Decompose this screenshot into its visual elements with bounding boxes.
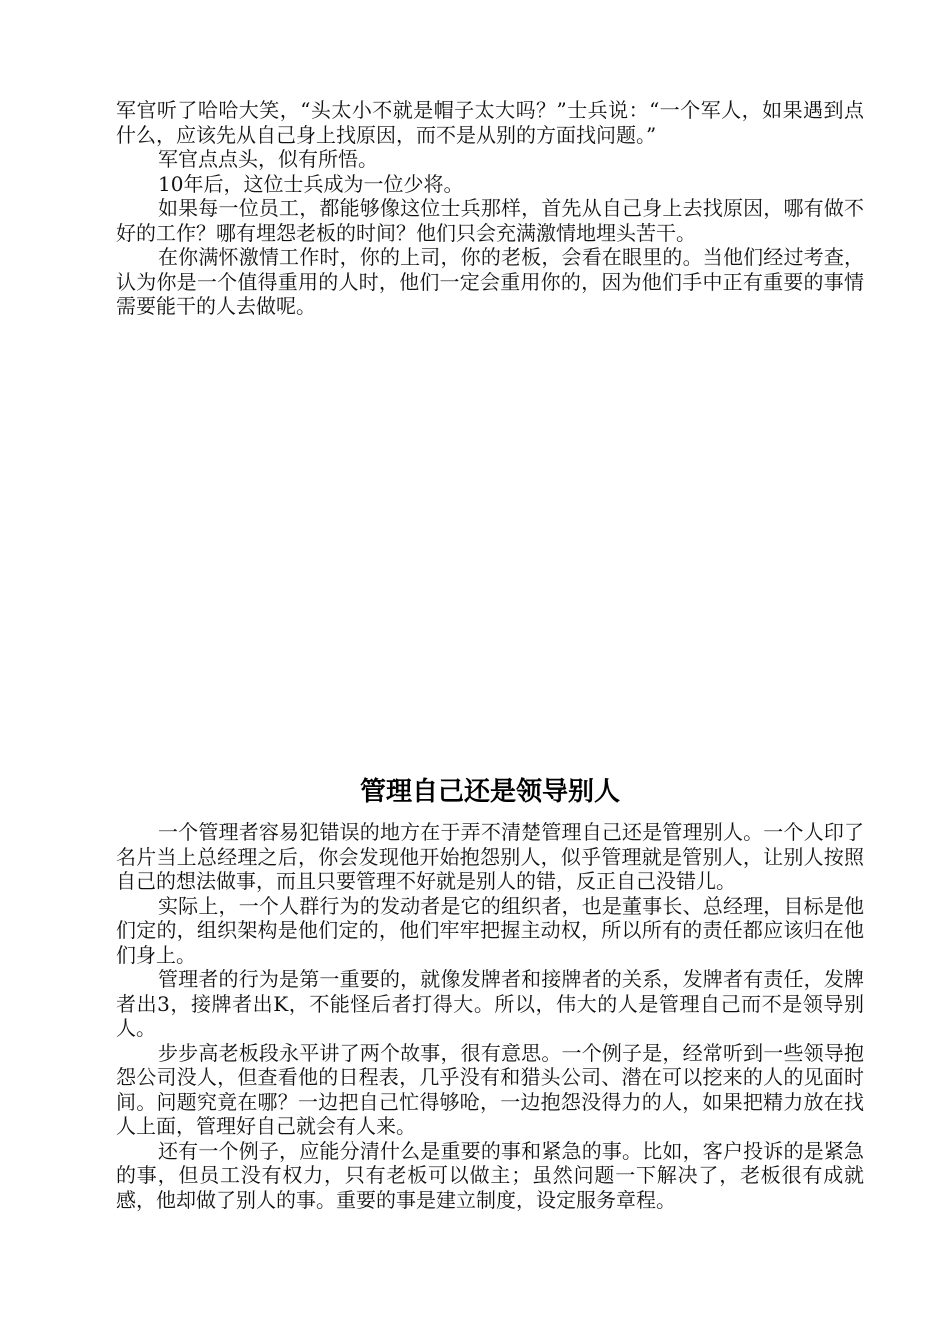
article-paragraph: 一个管理者容易犯错误的地方在于弄不清楚管理自己还是管理别人。一个人印了名片当上总经理之后，你会发现他开始抱怨别人，似乎管理就是管别人，让别人按照自己的想法做事，而且只要管理不好就是别人的错，反正自己没错儿。 — [116, 820, 864, 893]
article-body — [116, 820, 864, 1212]
story-paragraph: 在你满怀激情工作时，你的上司，你的老板，会看在眼里的。当他们经过考查，认为你是一个值得重用的人时，他们一定会重用你的，因为他们手中正有重要的事情需要能干的人去做呢。 — [116, 245, 864, 318]
story-paragraph: 10年后，这位士兵成为一位少将。 — [158, 171, 464, 196]
article-paragraph: 实际上，一个人群行为的发动者是它的组织者，也是董事长、总经理，目标是他们定的，组织架构是他们定的，他们牢牢把握主动权，所以所有的责任都应该归在他们身上。 — [116, 893, 864, 967]
article-paragraph: 还有一个例子，应能分清什么是重要的事和紧急的事。比如，客户投诉的是紧急的事，但员工没有权力，只有老板可以做主；虽然问题一下解决了，老板很有成就感，他却做了别人的事。重要的事是建立制度，设定服务章程。 — [116, 1138, 864, 1212]
story-paragraph: 军官听了哈哈大笑，“头太小不就是帽子太大吗？”士兵说：“一个军人，如果遇到点什么，应该先从自己身上找原因，而不是从别的方面找问题。” — [116, 98, 864, 147]
story-ending-section — [116, 98, 864, 319]
article-paragraph: 管理者的行为是第一重要的，就像发牌者和接牌者的关系，发牌者有责任，发牌者出3，接牌者出K，不能怪后者打得大。所以，伟大的人是管理自己而不是领导别人。 — [116, 967, 864, 1040]
story-paragraph: 军官点点头，似有所悟。 — [158, 147, 378, 171]
article-title: 管理自己还是领导别人 — [359, 777, 620, 807]
article-paragraph: 步步高老板段永平讲了两个故事，很有意思。一个例子是，经常听到一些领导抱怨公司没人，但查看他的日程表，几乎没有和猎头公司、潜在可以挖来的人的见面时间。问题究竟在哪？一边把自己忙得够呛，一边抱怨没得力的人，如果把精力放在找人上面，管理好自己就会有人来。 — [116, 1040, 864, 1138]
story-paragraph: 如果每一位员工，都能够像这位士兵那样，首先从自己身上去找原因，哪有做不好的工作？哪有埋怨老板的时间？他们只会充满激情地埋头苦干。 — [116, 196, 864, 245]
